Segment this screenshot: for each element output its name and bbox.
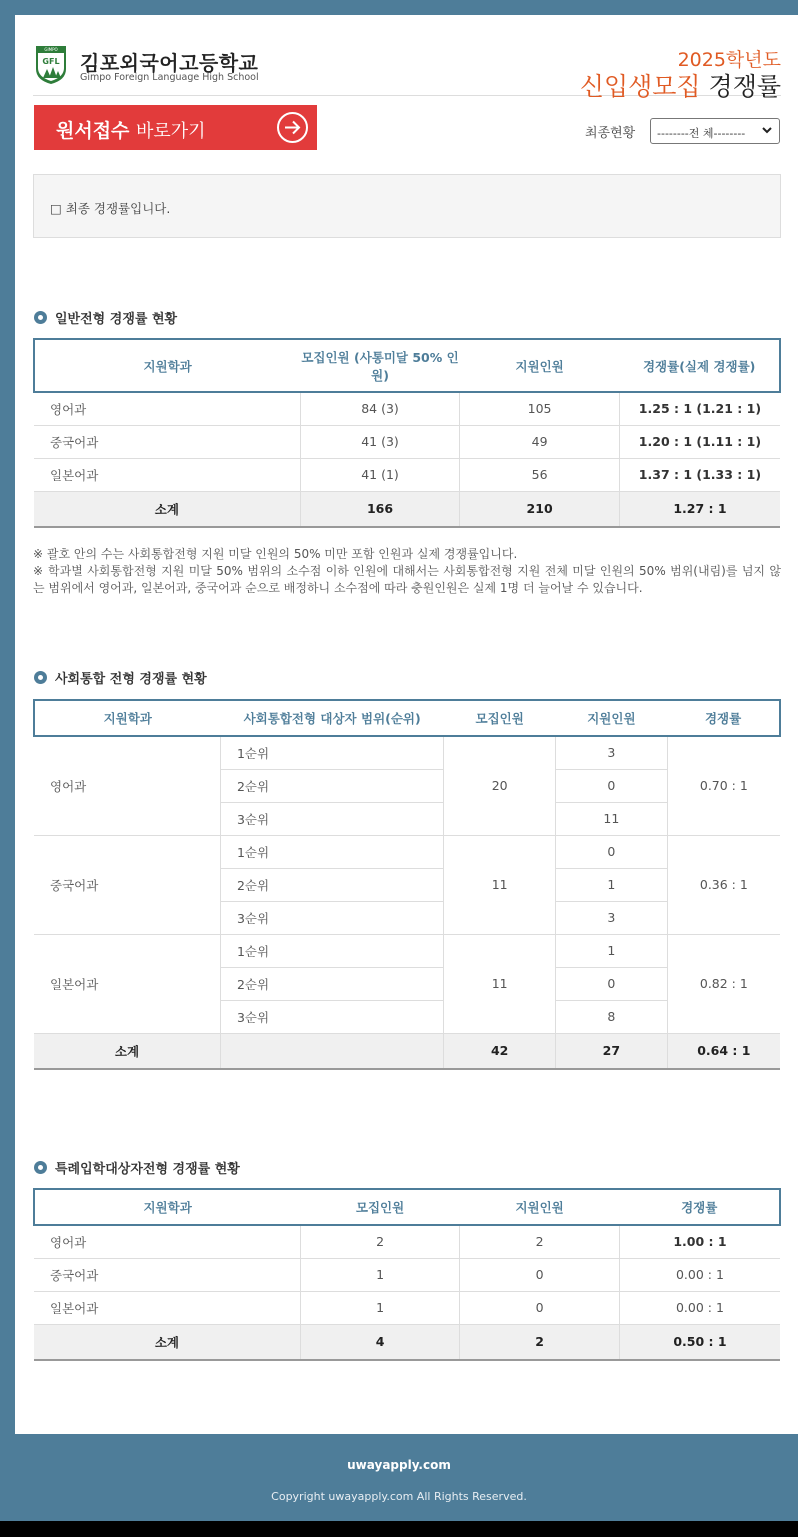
cell-rate: 1.20 : 1 (1.11 : 1) bbox=[619, 425, 780, 458]
col-header: 지원학과 bbox=[34, 339, 300, 392]
apply-button-bold-label: 원서접수 bbox=[56, 120, 130, 142]
col-header: 지원인원 bbox=[556, 700, 668, 736]
cell-rate: 1.37 : 1 (1.33 : 1) bbox=[619, 458, 780, 491]
status-label: 최종현황 bbox=[585, 126, 636, 141]
school-name-kr: 김포외국어고등학교 bbox=[80, 51, 259, 75]
table-row bbox=[34, 1225, 780, 1258]
cell-rate: 0.00 : 1 bbox=[619, 1291, 780, 1324]
cell-applicants: 105 bbox=[460, 392, 620, 425]
cell-dept: 영어과 bbox=[34, 1225, 300, 1258]
cell-rate: 0.70 : 1 bbox=[667, 736, 780, 835]
table-row bbox=[34, 835, 780, 868]
cell-subtotal-range bbox=[220, 1033, 443, 1069]
col-header: 지원학과 bbox=[34, 1189, 300, 1225]
table-row bbox=[34, 1258, 780, 1291]
cell-recruit: 11 bbox=[444, 934, 556, 1033]
cell-rate: 0.36 : 1 bbox=[667, 835, 780, 934]
col-header: 경쟁률 bbox=[619, 1189, 780, 1225]
cell-subtotal-recruit: 166 bbox=[300, 491, 460, 527]
table-row bbox=[34, 425, 780, 458]
cell-applicants: 0 bbox=[460, 1258, 620, 1291]
status-select[interactable] bbox=[650, 118, 780, 144]
cell-applicants: 11 bbox=[556, 802, 668, 835]
note-line: ※ 괄호 안의 수는 사회통합전형 지원 미달 인원의 50% 미만 포함 인원과 실제 경쟁률입니다. bbox=[33, 547, 518, 561]
special-title-text: 특례입학대상자전형 경쟁률 현황 bbox=[55, 1162, 240, 1177]
cell-dept: 일본어과 bbox=[34, 934, 220, 1033]
cell-rank: 1순위 bbox=[220, 835, 443, 868]
cell-subtotal-rate: 0.50 : 1 bbox=[619, 1324, 780, 1360]
school-logo-icon bbox=[35, 45, 67, 85]
cell-rate: 0.82 : 1 bbox=[667, 934, 780, 1033]
year-title: 2025학년도 bbox=[677, 49, 781, 71]
cell-subtotal-applicants: 27 bbox=[556, 1033, 668, 1069]
subtotal-row bbox=[34, 1033, 780, 1069]
general-title-text: 일반전형 경쟁률 현황 bbox=[55, 312, 178, 327]
school-name-en: Gimpo Foreign Language High School bbox=[80, 72, 259, 83]
cell-rank: 2순위 bbox=[220, 769, 443, 802]
cell-recruit: 41 (3) bbox=[300, 425, 460, 458]
cell-rank: 1순위 bbox=[220, 934, 443, 967]
bottom-bar bbox=[0, 1521, 798, 1537]
cell-recruit: 84 (3) bbox=[300, 392, 460, 425]
table-row bbox=[34, 934, 780, 967]
col-header: 모집인원 (사통미달 50% 인원) bbox=[300, 339, 460, 392]
status-select-value: --------전 체-------- bbox=[657, 127, 746, 140]
cell-dept: 중국어과 bbox=[34, 425, 300, 458]
table-header-row bbox=[34, 1189, 780, 1225]
bullet-icon bbox=[34, 671, 47, 684]
cell-dept: 영어과 bbox=[34, 736, 220, 835]
col-header: 경쟁률(실제 경쟁률) bbox=[619, 339, 780, 392]
social-table bbox=[33, 699, 781, 1070]
cell-rank: 3순위 bbox=[220, 1000, 443, 1033]
cell-recruit: 1 bbox=[300, 1258, 460, 1291]
footer-copyright: Copyright uwayapply.com All Rights Reserved. bbox=[271, 1490, 527, 1503]
cell-subtotal-rate: 1.27 : 1 bbox=[619, 491, 780, 527]
cell-applicants: 2 bbox=[460, 1225, 620, 1258]
table-row bbox=[34, 736, 780, 769]
general-section-title bbox=[34, 308, 177, 327]
table-row bbox=[34, 458, 780, 491]
cell-applicants: 3 bbox=[556, 901, 668, 934]
cell-applicants: 0 bbox=[556, 967, 668, 1000]
arrow-right-circle-icon bbox=[277, 112, 308, 143]
cell-rank: 3순위 bbox=[220, 802, 443, 835]
cell-recruit: 41 (1) bbox=[300, 458, 460, 491]
cell-rank: 1순위 bbox=[220, 736, 443, 769]
social-title-text: 사회통합 전형 경쟁률 현황 bbox=[55, 672, 207, 687]
table-row bbox=[34, 1291, 780, 1324]
cell-rate: 0.00 : 1 bbox=[619, 1258, 780, 1291]
cell-applicants: 0 bbox=[460, 1291, 620, 1324]
col-header: 지원인원 bbox=[460, 339, 620, 392]
cell-dept: 영어과 bbox=[34, 392, 300, 425]
cell-subtotal-recruit: 4 bbox=[300, 1324, 460, 1360]
cell-applicants: 8 bbox=[556, 1000, 668, 1033]
table-row bbox=[34, 392, 780, 425]
cell-rank: 2순위 bbox=[220, 967, 443, 1000]
title-main: 신입생모집 bbox=[579, 72, 701, 101]
cell-subtotal-applicants: 210 bbox=[460, 491, 620, 527]
cell-rate: 1.25 : 1 (1.21 : 1) bbox=[619, 392, 780, 425]
apply-shortcut-button[interactable] bbox=[34, 105, 317, 150]
page-container bbox=[15, 15, 798, 1434]
cell-subtotal-label: 소계 bbox=[34, 1033, 220, 1069]
cell-applicants: 49 bbox=[460, 425, 620, 458]
notice-text: □ 최종 경쟁률입니다. bbox=[50, 201, 171, 216]
cell-recruit: 1 bbox=[300, 1291, 460, 1324]
social-section-title bbox=[34, 668, 207, 687]
special-section-title bbox=[34, 1158, 240, 1177]
col-header: 지원인원 bbox=[460, 1189, 620, 1225]
cell-subtotal-applicants: 2 bbox=[460, 1324, 620, 1360]
page-header bbox=[33, 29, 781, 101]
svg-text:GFL: GFL bbox=[42, 57, 60, 66]
cell-subtotal-rate: 0.64 : 1 bbox=[667, 1033, 780, 1069]
svg-text:GIMPO: GIMPO bbox=[44, 47, 58, 52]
general-table bbox=[33, 338, 781, 528]
cell-recruit: 11 bbox=[444, 835, 556, 934]
col-header: 지원학과 bbox=[34, 700, 220, 736]
subtotal-row bbox=[34, 491, 780, 527]
note-line: ※ 학과별 사회통합전형 지원 미달 50% 범위의 소수점 이하 인원에 대해서는 사회통합전형 지원 전체 미달 인원의 50% 범위(내림)를 넘지 않는 범위에서 영어과, 일본어과, 중국어과 순으로 배정하니 소수점에 따라 충원인원은 실제 1명 더 늘어날 수 있습니다. bbox=[33, 564, 781, 595]
table-header-row bbox=[34, 339, 780, 392]
cell-applicants: 1 bbox=[556, 934, 668, 967]
table-header-row bbox=[34, 700, 780, 736]
notice-box bbox=[33, 174, 781, 238]
cell-applicants: 3 bbox=[556, 736, 668, 769]
notes bbox=[33, 546, 781, 597]
cell-rank: 2순위 bbox=[220, 868, 443, 901]
cell-recruit: 2 bbox=[300, 1225, 460, 1258]
cell-applicants: 0 bbox=[556, 835, 668, 868]
cell-dept: 중국어과 bbox=[34, 835, 220, 934]
page-footer bbox=[0, 1434, 798, 1521]
subtotal-row bbox=[34, 1324, 780, 1360]
top-bar bbox=[0, 0, 798, 15]
cell-recruit: 20 bbox=[444, 736, 556, 835]
page-title bbox=[580, 67, 781, 103]
cell-applicants: 56 bbox=[460, 458, 620, 491]
cell-dept: 중국어과 bbox=[34, 1258, 300, 1291]
bullet-icon bbox=[34, 311, 47, 324]
title-sub: 경쟁률 bbox=[708, 72, 781, 101]
cell-applicants: 0 bbox=[556, 769, 668, 802]
special-table bbox=[33, 1188, 781, 1361]
cell-applicants: 1 bbox=[556, 868, 668, 901]
cell-subtotal-recruit: 42 bbox=[444, 1033, 556, 1069]
cell-dept: 일본어과 bbox=[34, 1291, 300, 1324]
col-header: 모집인원 bbox=[444, 700, 556, 736]
footer-site-link[interactable]: uwayapply.com bbox=[347, 1458, 451, 1472]
chevron-down-icon bbox=[761, 124, 773, 136]
cell-subtotal-label: 소계 bbox=[34, 491, 300, 527]
cell-rank: 3순위 bbox=[220, 901, 443, 934]
bullet-icon bbox=[34, 1161, 47, 1174]
col-header: 사회통합전형 대상자 범위(순위) bbox=[220, 700, 443, 736]
cell-subtotal-label: 소계 bbox=[34, 1324, 300, 1360]
cell-dept: 일본어과 bbox=[34, 458, 300, 491]
col-header: 모집인원 bbox=[300, 1189, 460, 1225]
cell-rate: 1.00 : 1 bbox=[619, 1225, 780, 1258]
apply-button-label: 바로가기 bbox=[136, 121, 206, 142]
col-header: 경쟁률 bbox=[667, 700, 780, 736]
